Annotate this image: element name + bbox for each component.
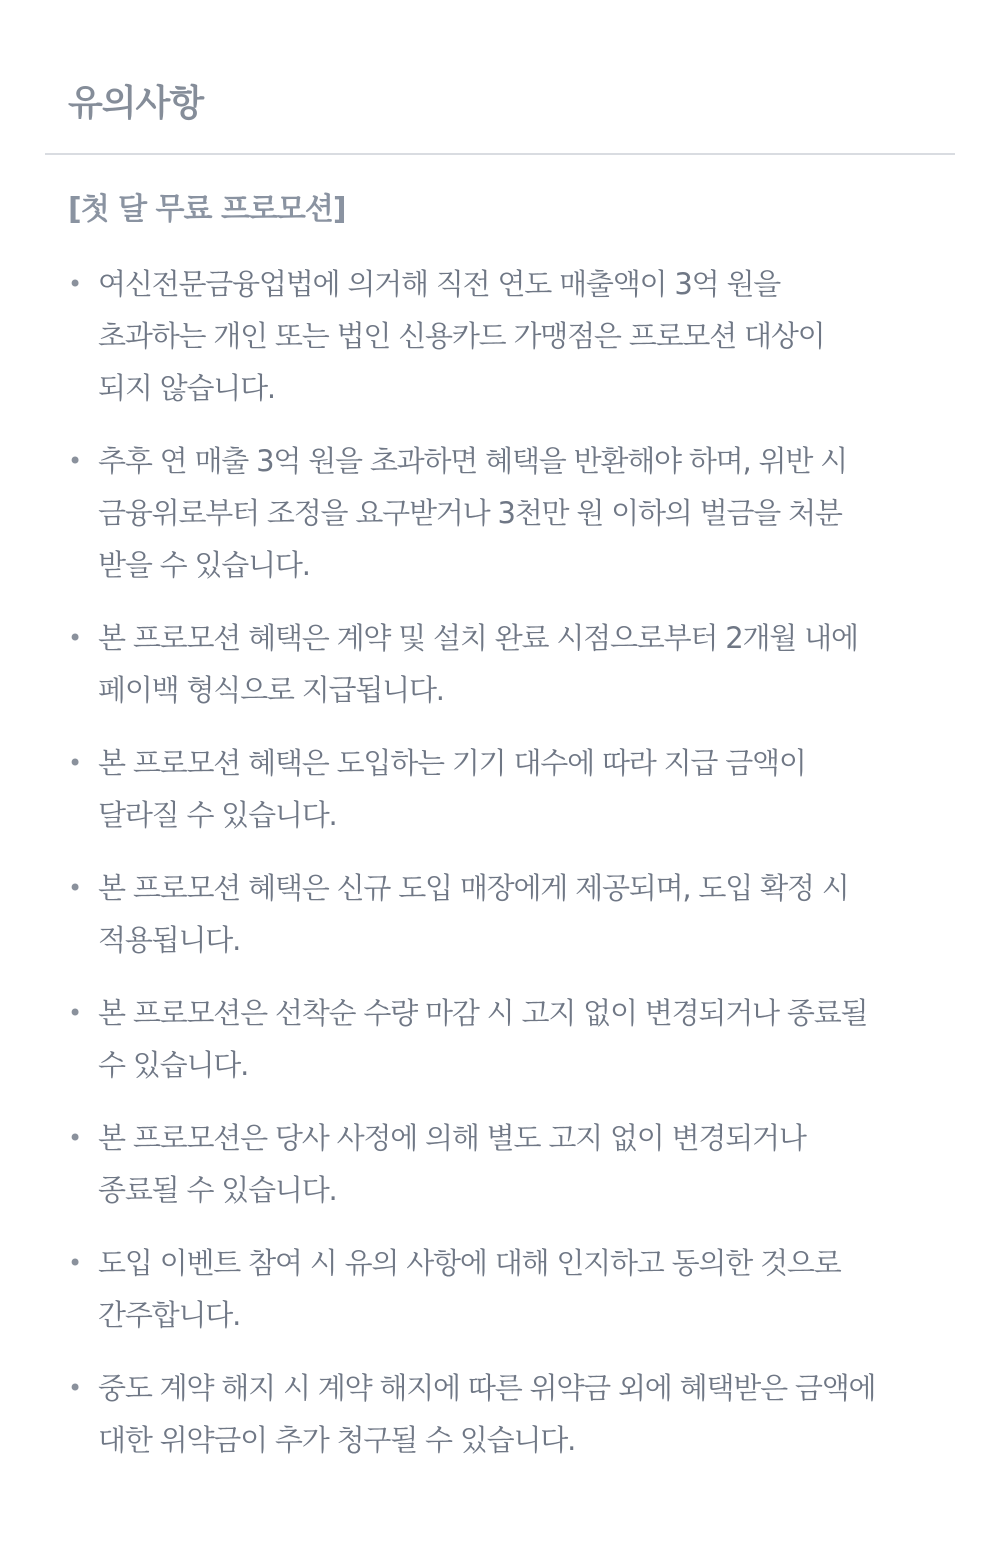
bullet-icon: • — [68, 749, 81, 777]
bullet-icon: • — [68, 270, 81, 298]
notice-item-4 — [68, 737, 928, 841]
notice-item-text: 여신전문금융업법에 의거해 직전 연도 매출액이 3억 원을 초과하는 개인 또는 법인 신용카드 가맹점은 프로모션 대상이 되지 않습니다. — [98, 267, 825, 405]
notice-item-3 — [68, 612, 928, 716]
bullet-icon: • — [68, 1124, 81, 1152]
bullet-icon: • — [68, 874, 81, 902]
bullet-icon: • — [68, 1374, 81, 1402]
notice-item-text: 본 프로모션은 당사 사정에 의해 별도 고지 없이 변경되거나 종료될 수 있습니다. — [98, 1121, 806, 1207]
promotion-section-title: [첫 달 무료 프로모션] — [68, 192, 346, 227]
notice-item-text: 본 프로모션 혜택은 신규 도입 매장에게 제공되며, 도입 확정 시 적용됩니다. — [98, 871, 849, 957]
notice-item-text: 도입 이벤트 참여 시 유의 사항에 대해 인지하고 동의한 것으로 간주합니다. — [98, 1246, 841, 1332]
notice-item-text: 중도 계약 해지 시 계약 해지에 따른 위약금 외에 혜택받은 금액에 대한 위약금이 추가 청구될 수 있습니다. — [98, 1371, 876, 1457]
notice-item-text: 추후 연 매출 3억 원을 초과하면 혜택을 반환해야 하며, 위반 시 금융위로부터 조정을 요구받거나 3천만 원 이하의 벌금을 처분 받을 수 있습니다. — [98, 444, 847, 582]
bullet-icon: • — [68, 999, 81, 1027]
notice-item-8 — [68, 1237, 928, 1341]
title-divider — [45, 153, 955, 155]
bullet-icon: • — [68, 624, 81, 652]
bullet-icon: • — [68, 447, 81, 475]
notice-item-1 — [68, 258, 928, 414]
notice-item-9 — [68, 1362, 928, 1466]
bullet-icon: • — [68, 1249, 81, 1277]
notice-item-text: 본 프로모션 혜택은 도입하는 기기 대수에 따라 지급 금액이 달라질 수 있습니다. — [98, 746, 806, 832]
notice-item-text: 본 프로모션은 선착순 수량 마감 시 고지 없이 변경되거나 종료될 수 있습니다. — [98, 996, 868, 1082]
notice-item-5 — [68, 862, 928, 966]
notice-item-2 — [68, 435, 928, 591]
notice-title: 유의사항 — [68, 83, 204, 124]
notice-item-text: 본 프로모션 혜택은 계약 및 설치 완료 시점으로부터 2개월 내에 페이백 형식으로 지급됩니다. — [98, 621, 858, 707]
notice-item-7 — [68, 1112, 928, 1216]
notice-item-6 — [68, 987, 928, 1091]
